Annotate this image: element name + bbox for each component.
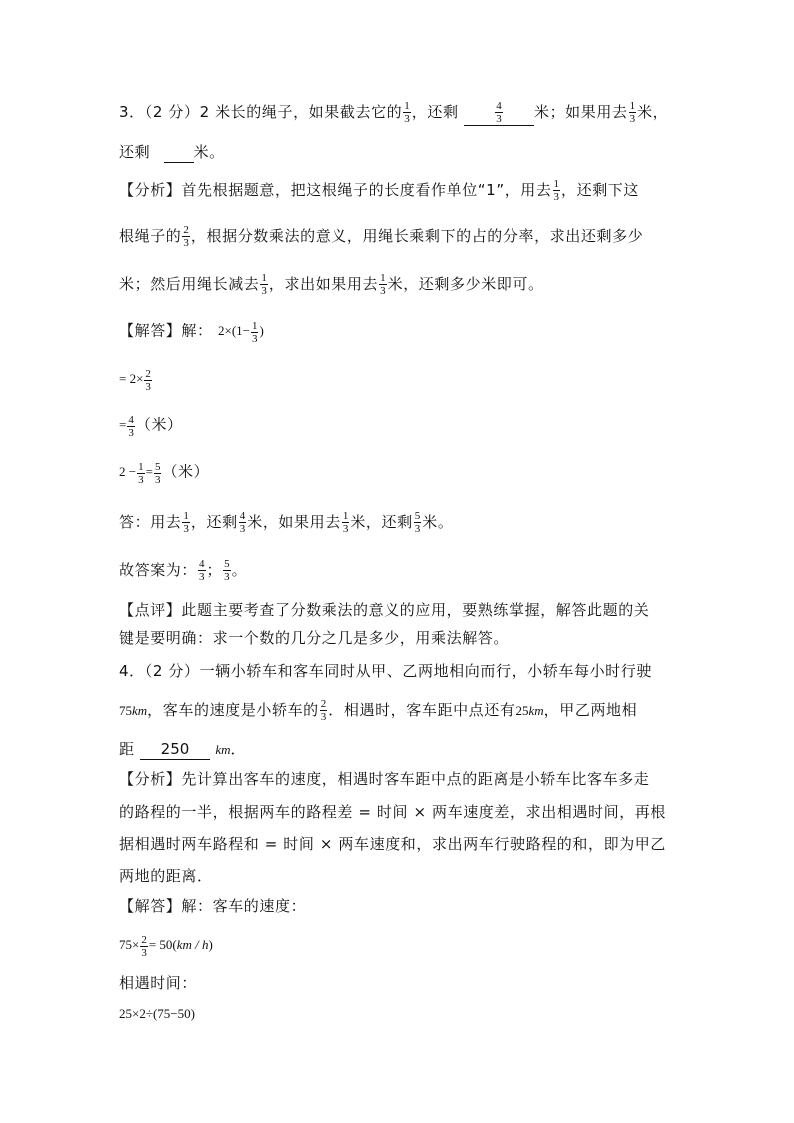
answer-blank-2 [164,142,194,163]
reply-text: 米，如果用去 [247,513,341,531]
fraction-five-thirds: $\frac{5}{3}$ [224,558,230,583]
q4-analysis-line-2 [119,802,666,822]
reply-text: 答：用去 [119,513,182,531]
q4-analysis-line-4 [119,866,213,886]
stem-text: ，客车的速度是小轿车的 [147,701,319,719]
analysis-tag: 【分析】 [119,770,182,788]
q4-stem-line-3 [119,739,246,760]
stem-text: 米；如果用去 [533,103,628,121]
reply-text: 米。 [422,513,454,531]
math-expression: = $\frac{4}{3}$ [119,414,134,439]
solution-tag: 【解答】 [119,321,182,340]
q4-solution-line-2 [119,934,213,959]
fraction-five-thirds: $\frac{5}{3}$ [414,510,421,535]
stem-text: 2 米长的绳子，如果截去它的 [199,103,403,121]
q3-solution-line-4 [119,461,209,486]
fraction-two-thirds: $\frac{2}{3}$ [141,934,147,959]
reply-text: 米，还剩 [350,513,413,531]
q3-stem-line-2 [119,142,225,163]
fraction-two-thirds: $\frac{2}{3}$ [183,224,189,249]
analysis-tag: 【分析】 [119,181,182,199]
fraction-two-thirds: $\frac{2}{3}$ [320,698,327,723]
unit-label: （米） [162,462,210,481]
math-expression: 2×(1− $\frac{1}{3}$ ) [217,320,264,345]
final-answer-label: 故答案为： [119,561,198,579]
end-mark: ． [230,740,247,758]
distance-value: 25km [515,703,544,718]
fraction-four-thirds: $\frac{4}{3}$ [199,558,205,583]
answer-blank [140,739,210,760]
q3-reply-line [119,510,453,535]
fraction-one-third: $\frac{1}{3}$ [183,510,189,535]
answer-blank-1 [464,100,534,126]
analysis-text: ，求出如果用去 [268,275,379,293]
q3-stem-line-1 [119,100,668,126]
question-number: 4． [119,662,145,680]
q4-solution-line-3 [119,1003,195,1024]
q3-analysis-line-2 [119,224,643,249]
reply-text: ，还剩 [190,513,238,531]
end-mark: 。 [231,561,248,579]
q3-solution-line-2 [119,368,153,393]
question-score: （2 分） [144,103,200,121]
q4-stem-line-2 [119,698,637,723]
q3-analysis-line-1 [119,178,639,203]
analysis-text: 两地的距离． [119,867,213,885]
unit-label: km [215,742,231,757]
fraction-one-third: $\frac{1}{3}$ [251,320,258,345]
analysis-text: 根绳子的 [119,227,182,245]
comment-tag: 【点评】 [119,601,182,619]
analysis-text: ，根据分数乘法的意义，用绳长乘剩下的占的分率，求出还剩多少 [190,227,644,245]
unit-label: （米） [135,415,183,434]
stem-text: 米。 [193,143,225,161]
q4-stem-line-1 [119,661,652,681]
fraction-five-thirds: $\frac{5}{3}$ [154,461,161,486]
analysis-text: ，还剩下这 [561,181,640,199]
analysis-text: 据相遇时两车路程和 = 时间 × 两车速度和，求出两车行驶路程的和，即为甲乙 [119,835,667,853]
analysis-text: 先计算出客车的速度，相遇时客车距中点的距离是小轿车比客车多走 [181,770,650,788]
fraction-one-third: $\frac{1}{3}$ [404,100,410,125]
analysis-text: 的路程的一半，根据两车的路程差 = 时间 × 两车速度差，求出相遇时间，再根 [119,803,667,821]
fraction-one-third: $\frac{1}{3}$ [553,178,559,203]
math-expression: 75× $\frac{2}{3}$ = 50(km / h) [119,934,213,959]
fraction-four-thirds: $\frac{4}{3}$ [239,510,246,535]
stem-text: ，甲乙两地相 [543,701,638,719]
q3-analysis-line-3 [119,272,544,297]
comment-text: 此题主要考查了分数乘法的意义的应用，要熟练掌握，解答此题的关 [181,601,650,619]
answer-fraction: $\frac{4}{3}$ [496,100,502,125]
solution-text: 解： [181,321,213,340]
stem-text: 还剩 [119,143,151,161]
stem-text: ，还剩 [411,103,459,121]
fraction-one-third: $\frac{1}{3}$ [380,272,386,297]
analysis-text: 米，还剩多少米即可。 [387,275,544,293]
fraction-two-thirds: $\frac{2}{3}$ [145,368,151,393]
solution-text: 解：客车的速度： [181,897,307,915]
separator: ； [206,561,223,579]
answer-value: 250 [160,740,190,758]
meet-time-label: 相遇时间： [119,974,198,992]
solution-tag: 【解答】 [119,897,182,915]
q4-analysis-line-3 [119,834,666,854]
fraction-one-third: $\frac{1}{3}$ [629,100,636,125]
fraction-one-third: $\frac{1}{3}$ [261,272,267,297]
math-expression: 2 − $\frac{1}{3}$ = $\frac{5}{3}$ [119,461,161,486]
fraction-one-third: $\frac{1}{3}$ [342,510,349,535]
speed-value: 75km [119,703,148,718]
q4-analysis-line-1 [119,769,649,789]
stem-text: ．相遇时，客车距中点还有 [328,701,516,719]
q3-final-answer [119,558,247,583]
q3-solution-line-1 [119,320,264,345]
analysis-text: 首先根据题意，把这根绳子的长度看作单位“1”，用去 [181,181,552,199]
stem-text: 距 [119,740,135,758]
fraction-four-thirds: $\frac{4}{3}$ [128,414,134,439]
stem-text: 一辆小轿车和客车同时从甲、乙两地相向而行，小轿车每小时行驶 [199,662,652,680]
question-number: 3． [119,103,145,121]
q3-comment-line-1 [119,600,649,620]
question-score: （2 分） [144,662,200,680]
q4-meet-time-label [119,973,197,993]
q4-solution-line-1 [119,896,306,916]
q3-comment-line-2 [119,628,509,648]
math-expression: = 2× $\frac{2}{3}$ [119,368,151,393]
q3-solution-line-3 [119,414,183,439]
fraction-one-third: $\frac{1}{3}$ [138,461,144,486]
stem-text: 米， [637,103,669,121]
analysis-text: 米；然后用绳长减去 [119,275,260,293]
math-expression: 25×2÷(75−50) [119,1006,195,1021]
comment-text: 键是要明确：求一个数的几分之几是多少，用乘法解答。 [119,629,510,647]
